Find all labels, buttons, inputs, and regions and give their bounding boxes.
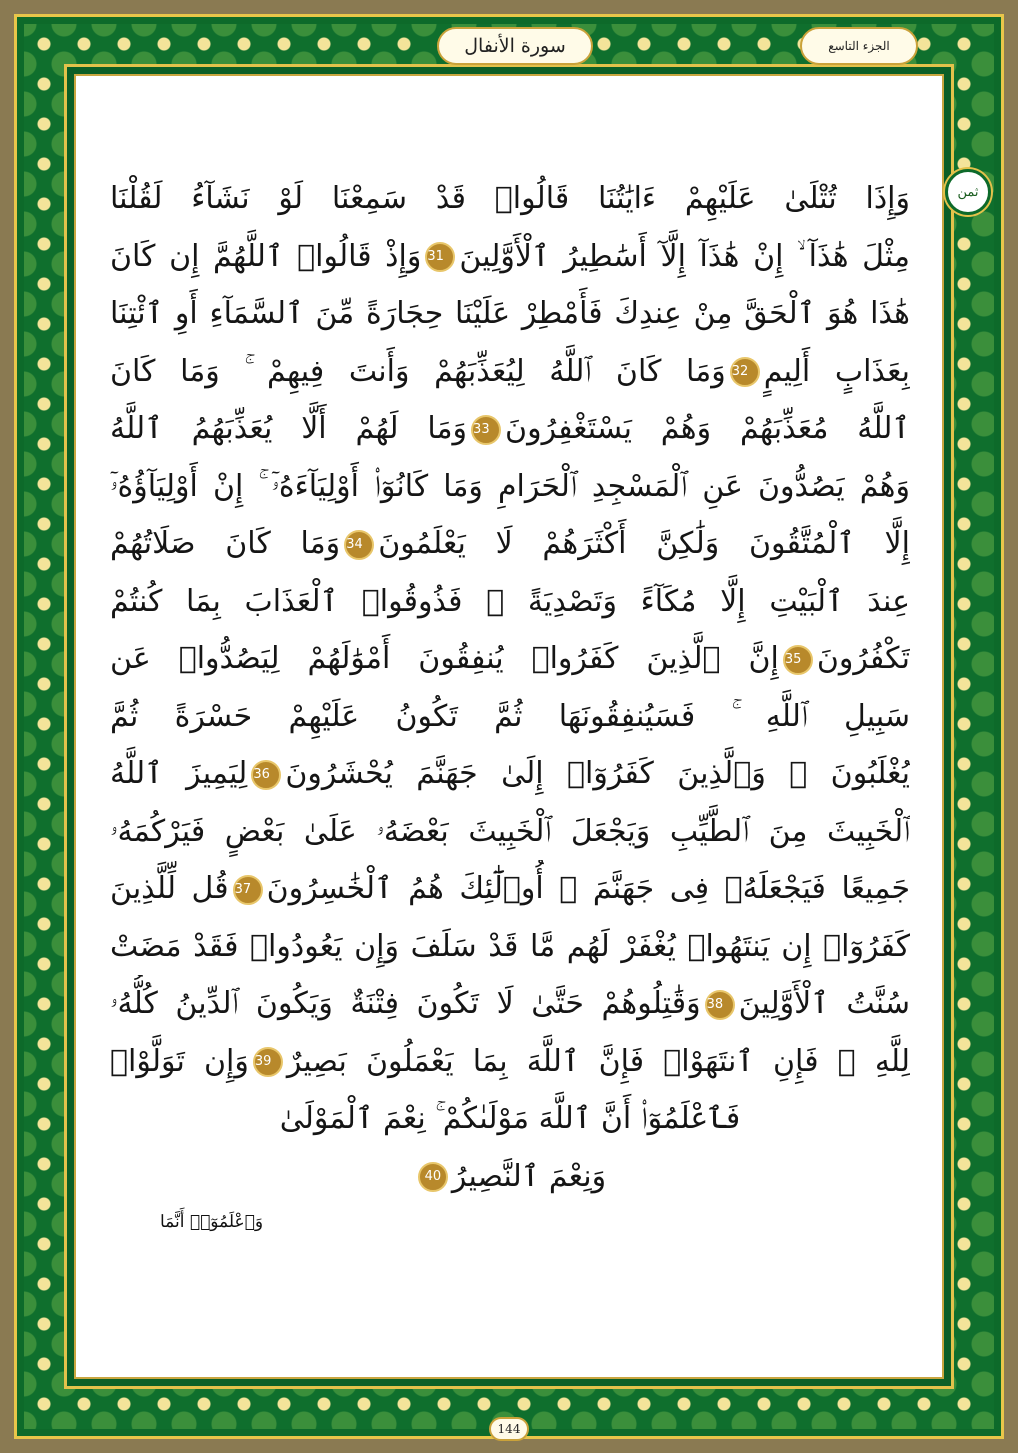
text-line bbox=[110, 860, 910, 918]
line-text: لِلَّهِ ۚ فَإِنِ ٱنتَهَوْا۟ فَإِنَّ ٱللَّهَ بِمَا يَعْمَلُونَ بَصِيرٌ bbox=[286, 1043, 910, 1079]
line-text: يُغْلَبُونَ ۗ وَٱلَّذِينَ كَفَرُوٓا۟ إِلَىٰ جَهَنَّمَ يُحْشَرُونَ bbox=[285, 756, 910, 791]
text-line bbox=[110, 1090, 910, 1148]
line-text: وَقَٰتِلُوهُمْ حَتَّىٰ لَا تَكُونَ فِتْنَةٌ وَيَكُونَ ٱلدِّينُ كُلُّهُۥ bbox=[110, 986, 701, 1021]
line-text: وَإِذْ قَالُوا۟ ٱللَّهُمَّ إِن كَانَ bbox=[110, 238, 422, 274]
text-line bbox=[110, 745, 910, 803]
text-line bbox=[110, 515, 910, 573]
text-line bbox=[110, 1148, 910, 1206]
hizb-marker-icon: ثمن bbox=[945, 169, 991, 215]
line-text: جَمِيعًا فَيَجْعَلَهُۥ فِى جَهَنَّمَ ۚ أُو۟لَٰٓئِكَ هُمُ ٱلْخَٰسِرُونَ bbox=[266, 871, 910, 906]
text-line bbox=[110, 918, 910, 976]
line-text: هَٰذَا هُوَ ٱلْحَقَّ مِنْ عِندِكَ فَأَمْطِرْ عَلَيْنَا حِجَارَةً مِّنَ ٱلسَّمَآءِ أَوِ ٱئْتِنَا bbox=[110, 296, 910, 331]
line-text: سُنَّتُ ٱلْأَوَّلِينَ bbox=[738, 986, 910, 1021]
surah-title: سورة الأنفال bbox=[437, 27, 593, 65]
line-text: قُل لِّلَّذِينَ bbox=[110, 871, 229, 906]
line-text: تَكْفُرُونَ bbox=[816, 641, 910, 676]
ayah-number-badge: 35 bbox=[783, 645, 813, 675]
text-line bbox=[110, 285, 910, 343]
line-text: وَإِذَا تُتْلَىٰ عَلَيْهِمْ ءَايَٰتُنَا قَالُوا۟ قَدْ سَمِعْنَا لَوْ نَشَآءُ لَقُلْنَا bbox=[110, 181, 910, 216]
text-line bbox=[110, 343, 910, 401]
line-text: بِعَذَابٍ أَلِيمٍ bbox=[763, 353, 910, 389]
line-text: وَمَا لَهُمْ أَلَّا يُعَذِّبَهُمُ ٱللَّهُ bbox=[110, 411, 468, 446]
line-text: سَبِيلِ ٱللَّهِ ۚ فَسَيُنفِقُونَهَا ثُمَّ تَكُونُ عَلَيْهِمْ حَسْرَةً ثُمَّ bbox=[110, 698, 910, 734]
line-text: وَإِن تَوَلَّوْا۟ bbox=[110, 1043, 249, 1079]
ayah-number-badge: 33 bbox=[471, 415, 501, 445]
line-text: وَهُمْ يَصُدُّونَ عَنِ ٱلْمَسْجِدِ ٱلْحَرَامِ وَمَا كَانُوٓا۟ أَوْلِيَآءَهُۥٓ ۚ إِنْ أَوْلِيَآؤُهُۥٓ bbox=[110, 468, 910, 504]
line-text: وَنِعْمَ ٱلنَّصِيرُ bbox=[451, 1158, 607, 1194]
text-line bbox=[110, 170, 910, 228]
text-line bbox=[110, 458, 910, 516]
line-text: إِلَّا ٱلْمُتَّقُونَ وَلَٰكِنَّ أَكْثَرَهُمْ لَا يَعْلَمُونَ bbox=[378, 526, 910, 561]
line-text: ٱللَّهُ مُعَذِّبَهُمْ وَهُمْ يَسْتَغْفِرُونَ bbox=[505, 411, 910, 446]
line-text: عِندَ ٱلْبَيْتِ إِلَّا مُكَآءً وَتَصْدِيَةً ۚ فَذُوقُوا۟ ٱلْعَذَابَ بِمَا كُنتُمْ bbox=[110, 583, 910, 619]
text-line bbox=[110, 688, 910, 746]
text-line bbox=[110, 975, 910, 1033]
line-text: فَٱعْلَمُوٓا۟ أَنَّ ٱللَّهَ مَوْلَىٰكُمْ ۚ نِعْمَ ٱلْمَوْلَىٰ bbox=[279, 1101, 741, 1136]
ayah-number-badge: 39 bbox=[253, 1047, 283, 1077]
text-line bbox=[110, 228, 910, 286]
quran-text bbox=[110, 170, 910, 1205]
text-line bbox=[110, 1033, 910, 1091]
line-text: لِيَمِيزَ ٱللَّهُ bbox=[110, 756, 248, 791]
ayah-number-badge: 40 bbox=[418, 1162, 448, 1192]
juz-label: الجزء التاسع bbox=[800, 27, 918, 65]
line-text: مِثْلَ هَٰذَآ ۙ إِنْ هَٰذَآ إِلَّآ أَسَٰطِيرُ ٱلْأَوَّلِينَ bbox=[459, 238, 910, 274]
text-line bbox=[110, 803, 910, 861]
line-text: ٱلْخَبِيثَ مِنَ ٱلطَّيِّبِ وَيَجْعَلَ ٱلْخَبِيثَ بَعْضَهُۥ عَلَىٰ بَعْضٍ فَيَرْكُمَهُۥ bbox=[110, 813, 910, 849]
ayah-number-badge: 31 bbox=[425, 242, 455, 272]
ayah-number-badge: 32 bbox=[730, 357, 760, 387]
line-text: وَمَا كَانَ صَلَاتُهُمْ bbox=[110, 526, 341, 561]
catchword: وَٱعْلَمُوٓا۟ أَنَّمَا bbox=[160, 1212, 264, 1232]
text-line bbox=[110, 400, 910, 458]
ayah-number-badge: 37 bbox=[233, 875, 263, 905]
ayah-number-badge: 38 bbox=[705, 990, 735, 1020]
text-line bbox=[110, 630, 910, 688]
text-line bbox=[110, 573, 910, 631]
page-number: 144 bbox=[489, 1417, 529, 1441]
ayah-number-badge: 34 bbox=[344, 530, 374, 560]
line-text: إِنَّ ٱلَّذِينَ كَفَرُوا۟ يُنفِقُونَ أَمْوَٰلَهُمْ لِيَصُدُّوا۟ عَن bbox=[110, 641, 779, 676]
ayah-number-badge: 36 bbox=[251, 760, 281, 790]
line-text: كَفَرُوٓا۟ إِن يَنتَهُوا۟ يُغْفَرْ لَهُم مَّا قَدْ سَلَفَ وَإِن يَعُودُوا۟ فَقَدْ مَضَتْ bbox=[110, 928, 910, 964]
line-text: وَمَا كَانَ ٱللَّهُ لِيُعَذِّبَهُمْ وَأَنتَ فِيهِمْ ۚ وَمَا كَانَ bbox=[110, 353, 726, 389]
